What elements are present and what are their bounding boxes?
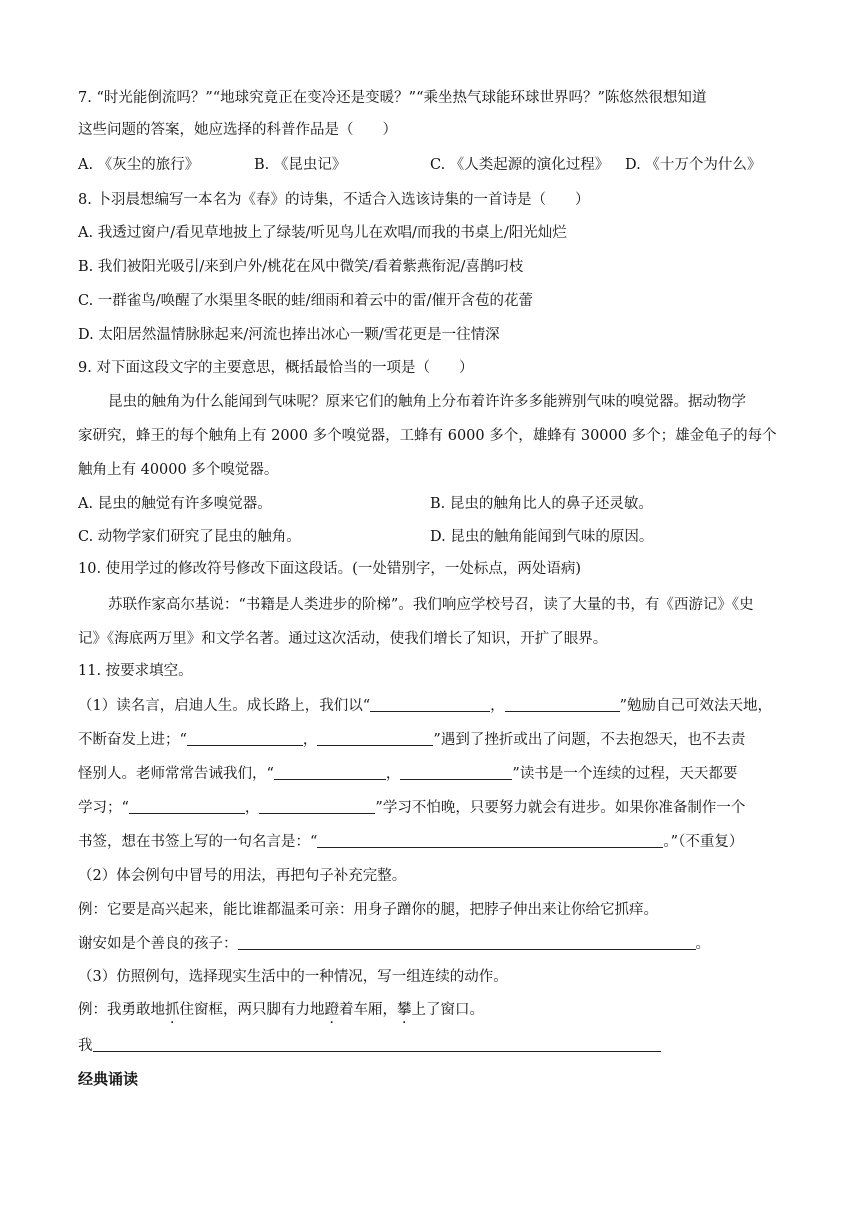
fill-blank[interactable] [129,798,245,814]
q9-option-c[interactable]: C. 动物学家们研究了昆虫的触角。 [78,529,301,545]
q9-option-b[interactable]: B. 昆虫的触角比人的鼻子还灵敏。 [430,496,653,512]
q9-option-d[interactable]: D. 昆虫的触角能闻到气味的原因。 [430,529,654,545]
q7-option-b[interactable]: B. 《昆虫记》 [254,157,347,173]
fill-blank[interactable] [238,934,696,950]
q11-p3-title: （3）仿照例句，选择现实生活中的一种情况，写一组连续的动作。 [78,969,508,985]
q10-passage-line2: 记》《海底两万里》和文学名著。通过这次活动，使我们增长了知识，开扩了眼界。 [78,631,608,647]
q8-stem: 8. 卜羽晨想编写一本名为《春》的诗集，不适合入选该诗集的一首诗是（ ） [78,192,590,208]
q11-p2-title: （2）体会例句中冒号的用法，再把句子补充完整。 [78,868,407,884]
fill-blank[interactable] [370,696,490,712]
q7-option-a[interactable]: A. 《灰尘的旅行》 [78,157,200,173]
q9-passage-line3: 触角上有 40000 多个嗅觉器。 [78,462,279,478]
q11-p2-answer-line: 谢安如是个善良的孩子： 。 [78,936,710,952]
q11-stem: 11. 按要求填空。 [78,663,193,679]
q11-p2-example: 例：它要是高兴起来，能比谁都温柔可亲：用身子蹭你的腿，把脖子伸出来让你给它抓痒。 [78,902,658,918]
q7-option-d[interactable]: D. 《十万个为什么》 [625,157,762,173]
q11-p1-line1: （1）读名言，启迪人生。成长路上，我们以“ ， ”勉励自己可效法天地， [78,698,773,714]
fill-blank[interactable] [317,730,433,746]
q10-passage-line1: 苏联作家高尔基说：“书籍是人类进步的阶梯”。我们响应学校号召，读了大量的书，有《西游记》《史 [108,597,754,613]
q8-option-d[interactable]: D. 太阳居然温情脉脉起来/河流也捧出冰心一颗/雪花更是一往情深 [78,327,500,343]
fill-blank[interactable] [505,696,620,712]
q8-option-c[interactable]: C. 一群雀鸟/唤醒了水渠里冬眠的蛙/细雨和着云中的雷/催开含苞的花蕾 [78,293,533,309]
emphasis-char: 抓 [165,1002,180,1018]
fill-blank[interactable] [93,1036,661,1052]
q9-passage-line1: 昆虫的触角为什么能闻到气味呢？原来它们的触角上分布着许许多多能辨别气味的嗅觉器。据动物学 [108,394,746,410]
q7-stem-line1: 7. “时光能倒流吗？”“地球究竟正在变冷还是变暖？”“乘坐热气球能环球世界吗？”陈悠然很想知道 [78,90,707,106]
q7-option-c[interactable]: C. 《人类起源的演化过程》 [430,157,610,173]
q10-stem: 10. 使用学过的修改符号修改下面这段话。(一处错别字，一处标点，两处语病) [78,561,581,577]
q11-p1-line2: 不断奋发上进；“ ， ”遇到了挫折或出了问题，不去抱怨天，也不去责 [78,732,746,748]
fill-blank[interactable] [400,764,512,780]
emphasis-char: 攀 [397,1002,412,1018]
q9-option-a[interactable]: A. 昆虫的触觉有许多嗅觉器。 [78,496,272,512]
q8-option-b[interactable]: B. 我们被阳光吸引/来到户外/桃花在风中微笑/看着紫燕衔泥/喜鹊叼枝 [78,259,524,275]
q11-p1-line3: 怪别人。老师常常告诫我们，“ ， ”读书是一个连续的过程，天天都要 [78,766,738,782]
q9-stem: 9. 对下面这段文字的主要意思，概括最恰当的一项是（ ） [78,360,474,376]
section-title: 经典诵读 [78,1070,139,1088]
q11-p1-line4: 学习；“ ， ”学习不怕晚，只要努力就会有进步。如果你准备制作一个 [78,800,746,816]
q11-p3-example: 例：我勇敢地抓住窗框，两只脚有力地蹬着车厢，攀上了窗口。 [78,1002,484,1018]
q11-p1-line5: 书签，想在书签上写的一句名言是：“ 。”（不重复） [78,834,744,850]
fill-blank[interactable] [187,730,303,746]
fill-blank[interactable] [259,798,375,814]
q7-stem-line2: 这些问题的答案，她应选择的科普作品是（ ） [78,122,397,138]
fill-blank[interactable] [317,832,663,848]
fill-blank[interactable] [274,764,386,780]
q9-passage-line2: 家研究，蜂王的每个触角上有 2000 多个嗅觉器，工蜂有 6000 多个，雄蜂有 30000 多个；雄金龟子的每个 [78,428,777,444]
emphasis-char: 蹬 [324,1002,339,1018]
q11-p3-answer-line: 我 [78,1036,661,1056]
q8-option-a[interactable]: A. 我透过窗户/看见草地披上了绿装/听见鸟儿在欢唱/而我的书桌上/阳光灿烂 [78,225,567,241]
